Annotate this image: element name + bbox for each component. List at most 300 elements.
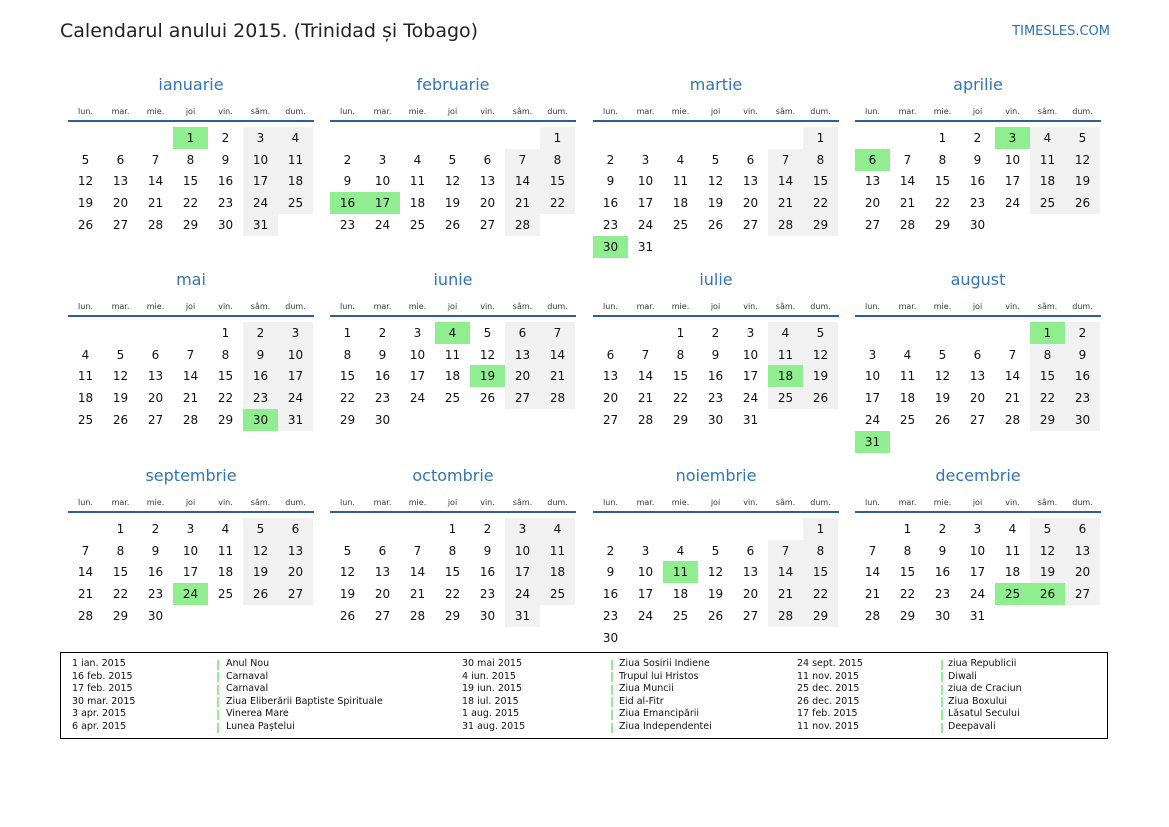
day-cell: 7	[641, 347, 650, 362]
legend-holiday-name: Diwali	[948, 670, 977, 682]
day-cell: 18	[672, 196, 689, 211]
weekday-header: sâm.	[512, 302, 533, 311]
day-cell: 13	[479, 174, 496, 189]
day-cell: 12	[934, 369, 951, 384]
weekday-header: lun.	[865, 498, 880, 507]
weekday-header: lun.	[603, 107, 618, 116]
weekday-header: vin.	[743, 107, 758, 116]
holiday-day-cell: 31	[855, 431, 890, 453]
day-cell: 10	[287, 347, 304, 362]
day-cell: 13	[374, 565, 391, 580]
day-cell: 22	[934, 196, 951, 211]
legend-date: 24 sept. 2015	[797, 658, 863, 669]
day-cell: 12	[479, 347, 496, 362]
day-cell: 6	[151, 347, 160, 362]
weekday-header: lun.	[78, 107, 93, 116]
day-cell: 1	[816, 522, 825, 536]
day-cell: 1	[903, 522, 912, 536]
legend-holiday-name: Anul Nou	[226, 658, 270, 669]
day-cell: 9	[606, 174, 615, 189]
day-cell: 26	[934, 412, 951, 427]
day-cell: 17	[252, 174, 269, 189]
day-cell: 25	[217, 587, 234, 602]
day-cell: 5	[116, 347, 125, 362]
day-cell: 19	[77, 196, 94, 211]
month-iulie	[593, 270, 839, 450]
day-cell: 1	[938, 131, 947, 145]
legend-holiday-name: Trupul lui Hristos	[619, 670, 699, 682]
weekday-header: mar.	[373, 107, 392, 116]
day-cell: 13	[112, 174, 129, 189]
day-cell: 25	[549, 587, 566, 602]
day-cell: 26	[1074, 196, 1091, 211]
day-cell: 2	[483, 522, 492, 536]
day-cell: 7	[553, 326, 562, 340]
day-cell: 9	[378, 347, 387, 362]
weekday-header: mie.	[933, 498, 952, 507]
legend-holiday-name: Ziua Muncii	[619, 683, 674, 695]
day-cell: 21	[777, 196, 794, 211]
day-cell: 24	[637, 608, 654, 623]
weekday-header: dum.	[810, 498, 831, 507]
day-cell: 7	[903, 152, 912, 167]
holiday-day-cell: 1	[1030, 322, 1065, 344]
day-cell: 24	[252, 196, 269, 211]
day-cell: 10	[1004, 152, 1021, 167]
day-cell: 15	[182, 174, 199, 189]
day-cell: 25	[409, 217, 426, 232]
day-cell: 9	[1078, 347, 1087, 362]
weekday-header: mar.	[636, 498, 655, 507]
day-cell: 18	[1004, 565, 1021, 580]
day-cell: 5	[256, 522, 265, 536]
weekday-header: sâm.	[250, 302, 271, 311]
day-cell: 4	[553, 522, 562, 536]
legend-holiday-name: Ziua Boxului	[948, 695, 1007, 707]
weekday-header: mie.	[146, 302, 165, 311]
legend-marker	[941, 723, 943, 733]
weekday-header: mar.	[898, 498, 917, 507]
weekday-header: vin.	[218, 107, 233, 116]
day-cell: 16	[147, 565, 164, 580]
day-cell: 17	[409, 369, 426, 384]
header-divider	[68, 120, 314, 122]
day-cell: 2	[343, 152, 352, 167]
legend-holiday-name: Eid al-Fitr	[619, 695, 664, 707]
day-cell: 14	[1004, 369, 1021, 384]
day-cell: 15	[339, 369, 356, 384]
day-cell: 31	[637, 239, 654, 254]
day-cell: 25	[77, 412, 94, 427]
header-divider	[855, 511, 1101, 513]
day-cell: 8	[938, 152, 947, 167]
month-name: octombrie	[412, 466, 494, 485]
legend-date: 30 mar. 2015	[72, 695, 136, 707]
weekday-header: mie.	[146, 498, 165, 507]
day-cell: 24	[864, 412, 881, 427]
legend-holiday-name: Deepavali	[948, 721, 996, 732]
day-cell: 24	[969, 587, 986, 602]
legend-marker	[941, 697, 943, 707]
weekday-header: vin.	[1005, 498, 1020, 507]
day-cell: 10	[182, 543, 199, 558]
day-cell: 15	[217, 369, 234, 384]
day-cell: 21	[77, 587, 94, 602]
day-cell: 23	[602, 217, 619, 232]
day-cell: 27	[374, 608, 391, 623]
day-cell: 2	[378, 326, 387, 340]
weekday-header: joi	[185, 107, 196, 116]
day-cell: 15	[1039, 369, 1056, 384]
month-name: noiembrie	[675, 466, 757, 485]
weekday-header: mie.	[408, 302, 427, 311]
day-cell: 5	[711, 152, 720, 167]
day-cell: 23	[252, 391, 269, 406]
day-cell: 4	[1043, 131, 1052, 145]
day-cell: 6	[483, 152, 492, 167]
month-name: aprilie	[953, 75, 1003, 94]
weekday-header: dum.	[547, 302, 568, 311]
day-cell: 12	[444, 174, 461, 189]
day-cell: 28	[147, 217, 164, 232]
day-cell: 11	[409, 174, 426, 189]
day-cell: 14	[864, 565, 881, 580]
day-cell: 28	[182, 412, 199, 427]
weekday-header: dum.	[285, 498, 306, 507]
legend-holiday-name: Lunea Paștelui	[226, 721, 295, 732]
header-divider	[855, 120, 1101, 122]
weekday-header: sâm.	[512, 498, 533, 507]
day-cell: 11	[287, 152, 304, 167]
day-cell: 14	[777, 174, 794, 189]
weekday-header: vin.	[1005, 107, 1020, 116]
day-cell: 30	[217, 217, 234, 232]
day-cell: 21	[409, 587, 426, 602]
day-cell: 9	[343, 174, 352, 189]
day-cell: 2	[256, 326, 265, 340]
weekday-header: mar.	[111, 302, 130, 311]
day-cell: 30	[707, 412, 724, 427]
day-cell: 6	[973, 347, 982, 362]
day-cell: 13	[742, 174, 759, 189]
legend-date: 17 feb. 2015	[797, 708, 858, 720]
day-cell: 3	[256, 131, 265, 145]
day-cell: 25	[672, 217, 689, 232]
weekday-header: mar.	[898, 302, 917, 311]
day-cell: 2	[606, 543, 615, 558]
day-cell: 4	[221, 522, 230, 536]
day-cell: 20	[374, 587, 391, 602]
day-cell: 17	[514, 565, 531, 580]
day-cell: 15	[112, 565, 129, 580]
day-cell: 23	[479, 587, 496, 602]
legend-marker	[611, 697, 613, 707]
day-cell: 6	[116, 152, 125, 167]
day-cell: 29	[217, 412, 234, 427]
day-cell: 29	[672, 412, 689, 427]
month-octombrie	[330, 466, 576, 646]
header-divider	[68, 315, 314, 317]
day-cell: 27	[969, 412, 986, 427]
day-cell: 13	[147, 369, 164, 384]
holiday-day-cell: 19	[470, 365, 505, 387]
legend-holiday-name: Vinerea Mare	[226, 708, 289, 720]
day-cell: 5	[816, 326, 825, 340]
month-aprilie	[855, 75, 1101, 255]
day-cell: 1	[116, 522, 125, 536]
weekday-header: joi	[972, 498, 983, 507]
weekday-header: joi	[972, 302, 983, 311]
day-cell: 22	[549, 196, 566, 211]
weekday-header: dum.	[285, 107, 306, 116]
day-cell: 21	[147, 196, 164, 211]
day-cell: 15	[549, 174, 566, 189]
weekday-header: dum.	[1072, 302, 1093, 311]
day-cell: 28	[637, 412, 654, 427]
day-cell: 12	[77, 174, 94, 189]
day-cell: 5	[448, 152, 457, 167]
weekday-header: lun.	[78, 302, 93, 311]
day-cell: 27	[1074, 587, 1091, 602]
weekday-header: joi	[185, 498, 196, 507]
weekday-header: mie.	[671, 302, 690, 311]
day-cell: 8	[816, 543, 825, 558]
day-cell: 9	[606, 565, 615, 580]
month-septembrie	[68, 466, 314, 646]
day-cell: 8	[343, 347, 352, 362]
weekday-header: vin.	[480, 302, 495, 311]
day-cell: 29	[1039, 412, 1056, 427]
day-cell: 27	[287, 587, 304, 602]
day-cell: 11	[217, 543, 234, 558]
weekday-header: dum.	[547, 498, 568, 507]
day-cell: 5	[711, 543, 720, 558]
day-cell: 29	[812, 217, 829, 232]
day-cell: 28	[514, 217, 531, 232]
day-cell: 22	[812, 587, 829, 602]
day-cell: 11	[672, 174, 689, 189]
day-cell: 21	[514, 196, 531, 211]
legend-holiday-name: Ziua Sosirii Indiene	[619, 658, 710, 669]
day-cell: 23	[147, 587, 164, 602]
day-cell: 23	[374, 391, 391, 406]
weekday-header: lun.	[865, 302, 880, 311]
day-cell: 19	[252, 565, 269, 580]
day-cell: 19	[812, 369, 829, 384]
day-cell: 21	[777, 587, 794, 602]
day-cell: 3	[641, 543, 650, 558]
month-februarie	[330, 75, 576, 255]
day-cell: 12	[252, 543, 269, 558]
weekday-header: mar.	[898, 107, 917, 116]
day-cell: 3	[291, 326, 300, 340]
header-divider	[330, 511, 576, 513]
day-cell: 26	[444, 217, 461, 232]
day-cell: 13	[1074, 543, 1091, 558]
day-cell: 3	[868, 347, 877, 362]
day-cell: 27	[742, 217, 759, 232]
legend-marker	[611, 672, 613, 682]
day-cell: 7	[868, 543, 877, 558]
day-cell: 4	[903, 347, 912, 362]
holiday-day-cell: 18	[768, 365, 803, 387]
day-cell: 4	[1008, 522, 1017, 536]
weekday-header: lun.	[340, 498, 355, 507]
day-cell: 31	[514, 608, 531, 623]
day-cell: 6	[378, 543, 387, 558]
day-cell: 8	[186, 152, 195, 167]
weekday-header: mar.	[636, 302, 655, 311]
holiday-day-cell: 30	[593, 236, 628, 258]
legend-marker	[217, 685, 219, 695]
day-cell: 17	[637, 587, 654, 602]
weekday-header: vin.	[743, 498, 758, 507]
day-cell: 29	[339, 412, 356, 427]
weekday-header: mie.	[671, 107, 690, 116]
header-divider	[855, 315, 1101, 317]
holiday-day-cell: 11	[663, 561, 698, 583]
legend-holiday-name: Ziua Eliberării Baptiste Spirituale	[226, 695, 383, 707]
day-cell: 12	[1074, 152, 1091, 167]
weekday-header: vin.	[1005, 302, 1020, 311]
header-divider	[330, 315, 576, 317]
legend-date: 31 aug. 2015	[462, 721, 526, 732]
day-cell: 12	[812, 347, 829, 362]
weekday-header: vin.	[480, 107, 495, 116]
holiday-day-cell: 4	[435, 322, 470, 344]
day-cell: 10	[514, 543, 531, 558]
day-cell: 4	[676, 543, 685, 558]
month-name: ianuarie	[158, 75, 224, 94]
legend-marker	[217, 697, 219, 707]
day-cell: 28	[549, 391, 566, 406]
day-cell: 12	[112, 369, 129, 384]
day-cell: 22	[339, 391, 356, 406]
day-cell: 4	[676, 152, 685, 167]
day-cell: 7	[518, 152, 527, 167]
day-cell: 20	[602, 391, 619, 406]
day-cell: 15	[672, 369, 689, 384]
day-cell: 10	[742, 347, 759, 362]
month-name: iulie	[699, 270, 733, 289]
legend-holiday-name: Carnaval	[226, 683, 269, 695]
day-cell: 1	[553, 131, 562, 145]
day-cell: 9	[938, 543, 947, 558]
day-cell: 4	[81, 347, 90, 362]
month-martie	[593, 75, 839, 255]
day-cell: 15	[444, 565, 461, 580]
weekday-header: joi	[447, 107, 458, 116]
day-cell: 23	[969, 196, 986, 211]
day-cell: 18	[444, 369, 461, 384]
day-cell: 10	[864, 369, 881, 384]
weekday-header: mie.	[408, 498, 427, 507]
weekday-header: sâm.	[250, 107, 271, 116]
day-cell: 28	[1004, 412, 1021, 427]
day-cell: 26	[77, 217, 94, 232]
legend-marker	[941, 710, 943, 720]
day-cell: 18	[1039, 174, 1056, 189]
day-cell: 7	[781, 543, 790, 558]
day-cell: 9	[151, 543, 160, 558]
day-cell: 21	[899, 196, 916, 211]
site-link[interactable]: TIMESLES.COM	[1012, 24, 1110, 39]
month-name: iunie	[433, 270, 473, 289]
day-cell: 5	[1078, 131, 1087, 145]
day-cell: 31	[969, 608, 986, 623]
day-cell: 13	[287, 543, 304, 558]
day-cell: 22	[1039, 391, 1056, 406]
day-cell: 25	[672, 608, 689, 623]
day-cell: 11	[77, 369, 94, 384]
month-iunie	[330, 270, 576, 450]
weekday-header: mar.	[636, 107, 655, 116]
day-cell: 20	[479, 196, 496, 211]
header-divider	[593, 315, 839, 317]
day-cell: 11	[1039, 152, 1056, 167]
weekday-header: sâm.	[1037, 107, 1058, 116]
month-name: august	[950, 270, 1006, 289]
day-cell: 28	[777, 608, 794, 623]
month-august	[855, 270, 1101, 450]
day-cell: 1	[221, 326, 230, 340]
day-cell: 9	[711, 347, 720, 362]
day-cell: 14	[637, 369, 654, 384]
day-cell: 1	[343, 326, 352, 340]
day-cell: 8	[676, 347, 685, 362]
day-cell: 30	[969, 217, 986, 232]
legend-date: 26 dec. 2015	[797, 695, 860, 707]
weekday-header: sâm.	[775, 107, 796, 116]
month-name: martie	[689, 75, 743, 94]
day-cell: 27	[112, 217, 129, 232]
day-cell: 18	[77, 391, 94, 406]
day-cell: 3	[518, 522, 527, 536]
month-decembrie	[855, 466, 1101, 646]
day-cell: 3	[378, 152, 387, 167]
day-cell: 1	[448, 522, 457, 536]
day-cell: 6	[1078, 522, 1087, 536]
day-cell: 5	[81, 152, 90, 167]
holiday-day-cell: 6	[855, 149, 890, 171]
weekday-header: joi	[185, 302, 196, 311]
day-cell: 17	[969, 565, 986, 580]
day-cell: 24	[374, 217, 391, 232]
day-cell: 28	[864, 608, 881, 623]
day-cell: 14	[549, 347, 566, 362]
day-cell: 23	[1074, 391, 1091, 406]
day-cell: 22	[672, 391, 689, 406]
day-cell: 2	[151, 522, 160, 536]
holiday-day-cell: 3	[995, 127, 1030, 149]
day-cell: 10	[409, 347, 426, 362]
day-cell: 26	[707, 608, 724, 623]
day-cell: 22	[217, 391, 234, 406]
weekday-header: dum.	[1072, 498, 1093, 507]
day-cell: 19	[1074, 174, 1091, 189]
weekday-header: mar.	[111, 107, 130, 116]
weekday-header: joi	[972, 107, 983, 116]
day-cell: 3	[186, 522, 195, 536]
weekday-header: joi	[710, 498, 721, 507]
header-divider	[593, 120, 839, 122]
weekday-header: mie.	[408, 107, 427, 116]
day-cell: 26	[339, 608, 356, 623]
day-cell: 23	[707, 391, 724, 406]
weekday-header: vin.	[480, 498, 495, 507]
legend-marker	[611, 660, 613, 670]
day-cell: 20	[112, 196, 129, 211]
